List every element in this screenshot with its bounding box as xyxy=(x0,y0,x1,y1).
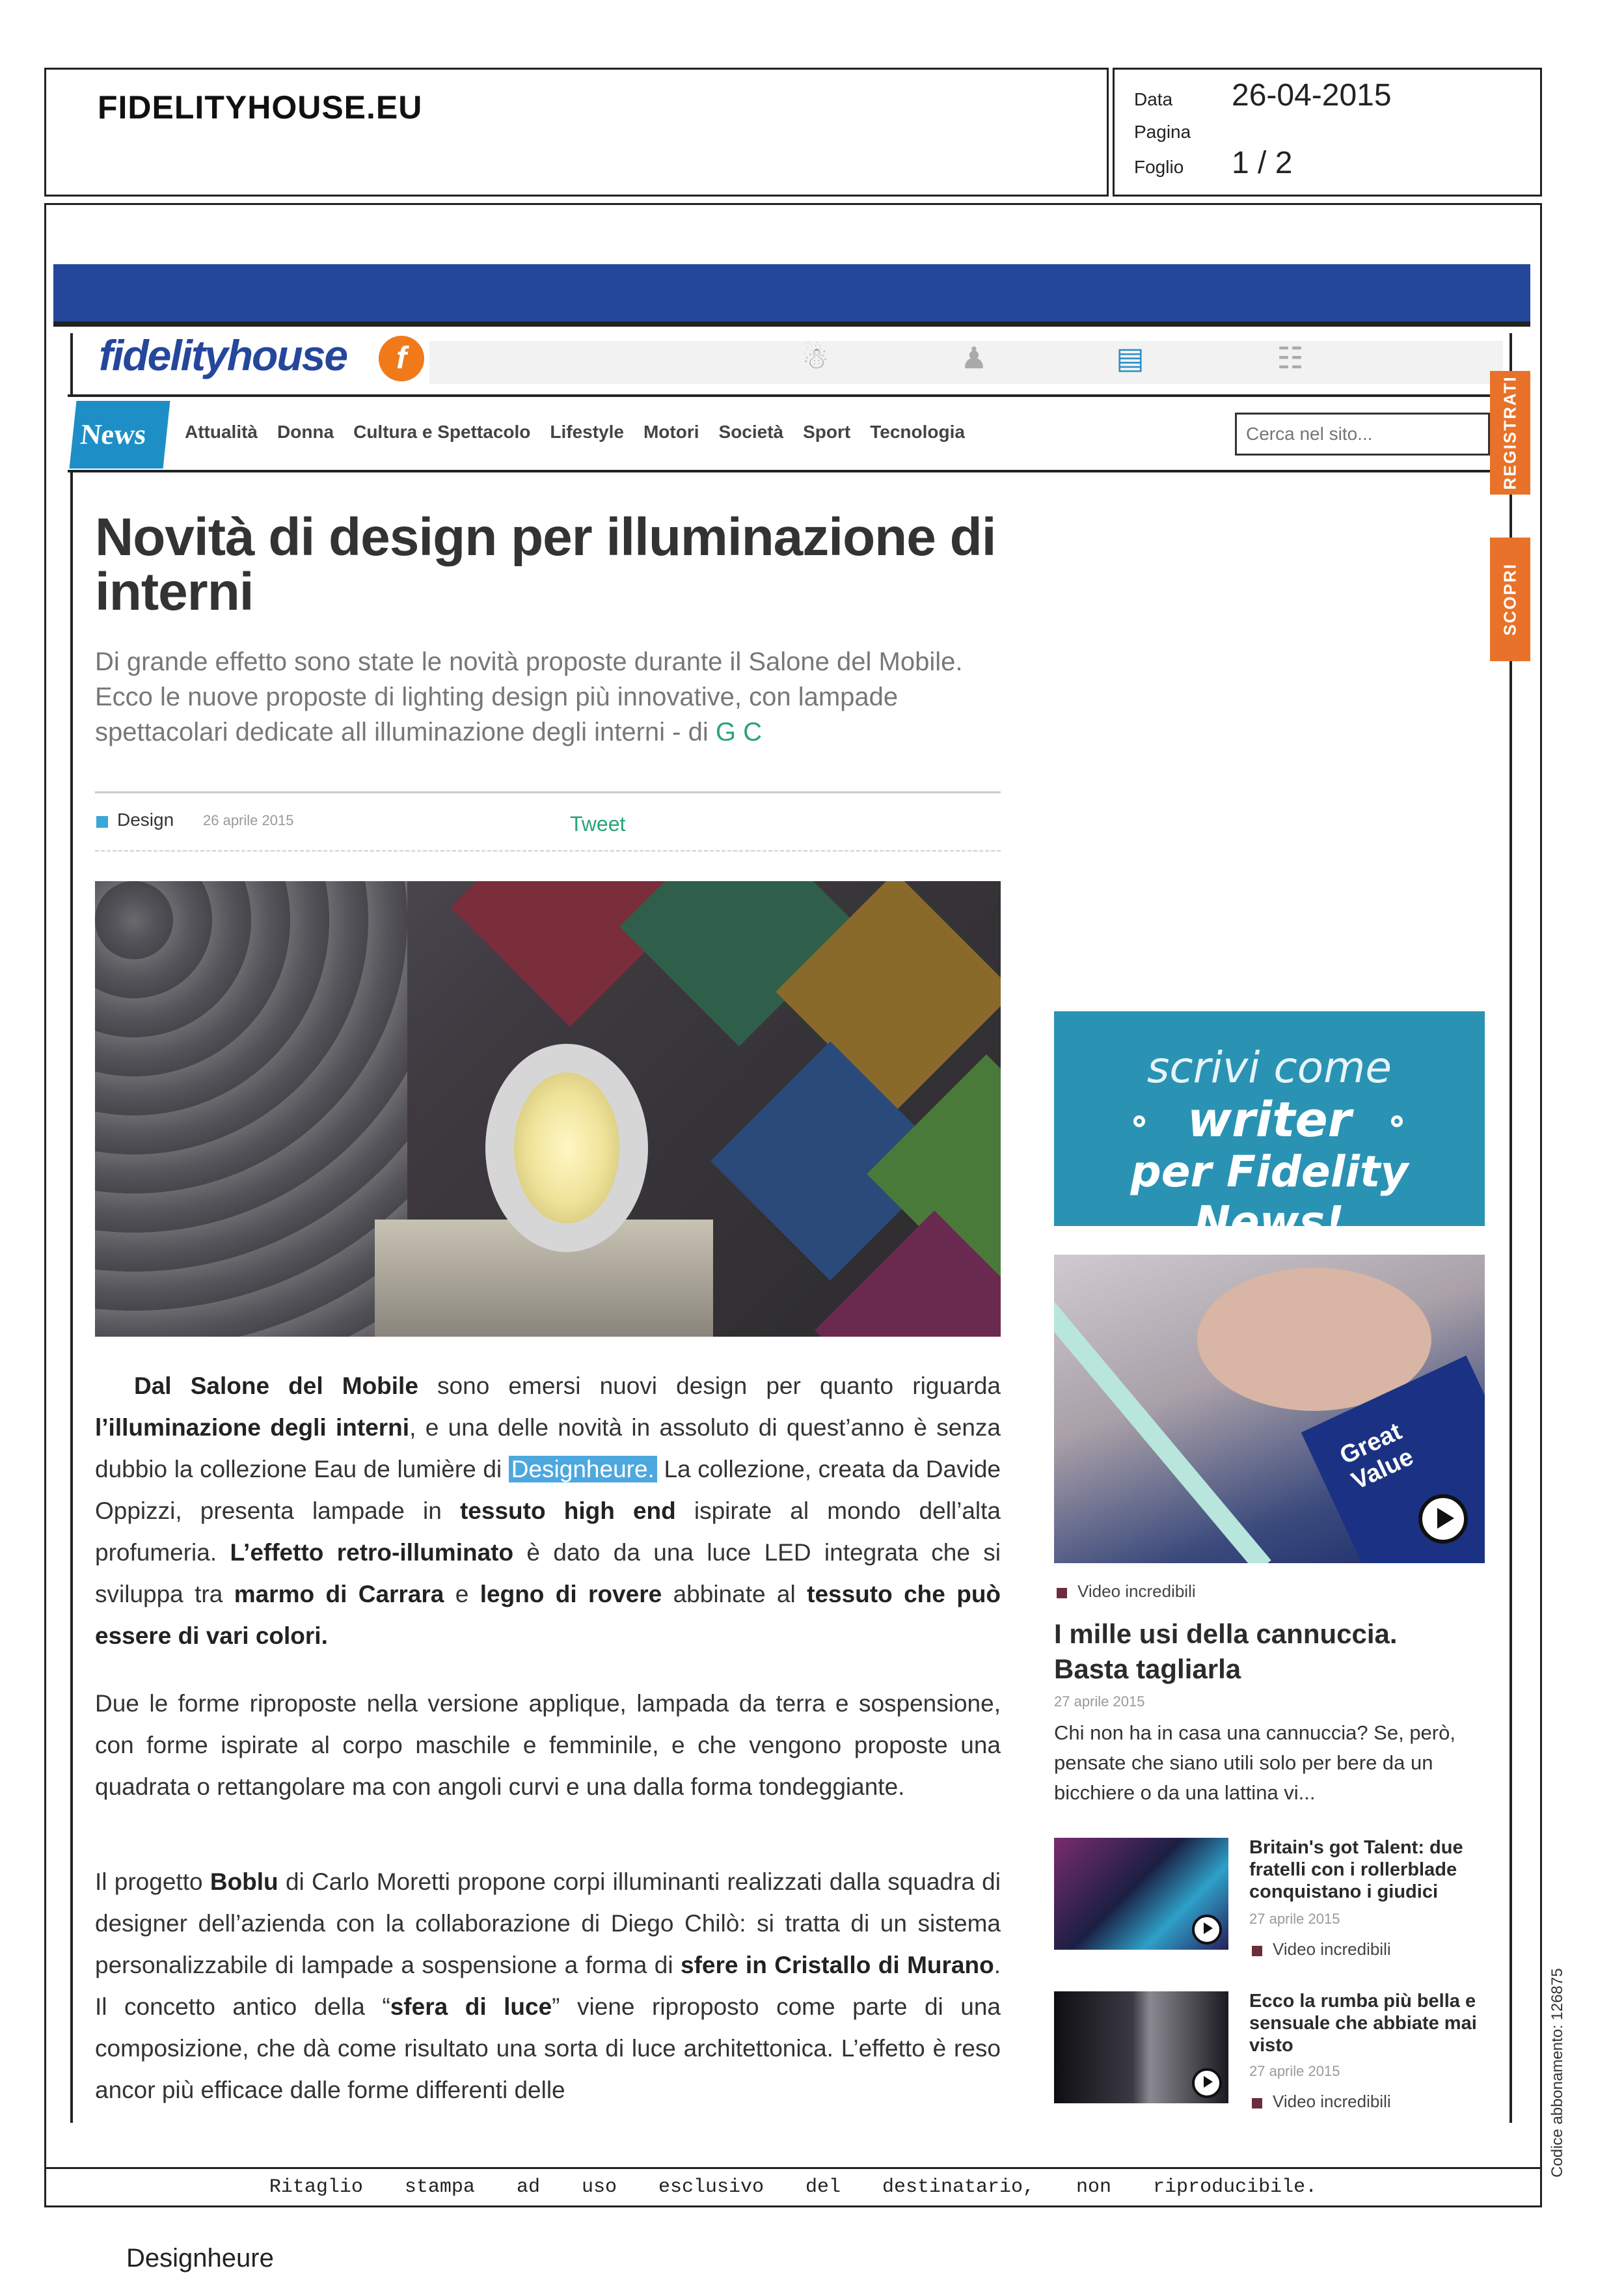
nav-item-donna[interactable]: Donna xyxy=(277,422,334,442)
register-tab-label: REGISTRATI xyxy=(1500,375,1520,490)
p1-bold: marmo di Carrara xyxy=(234,1581,444,1607)
search-input[interactable] xyxy=(1235,413,1490,456)
register-tab[interactable] xyxy=(1490,371,1530,495)
main-video-title[interactable]: I mille usi della cannuccia. Basta tagliarla xyxy=(1054,1618,1398,1684)
discover-tab[interactable] xyxy=(1490,538,1530,661)
footer-notice: Ritaglio stampa ad uso esclusivo del destinatario, non riproducibile. xyxy=(269,2176,1318,2198)
meta-divider-bottom xyxy=(95,850,1001,852)
video-category[interactable]: Video incredibili xyxy=(1273,2092,1391,2111)
pagina-label: Pagina xyxy=(1134,122,1191,142)
p1-text: abbinate al xyxy=(662,1581,807,1607)
armchair-shape xyxy=(95,881,407,1337)
author-link[interactable]: G C xyxy=(715,718,762,746)
p1-bold: L’effetto retro-illuminato xyxy=(230,1539,514,1566)
nav-item-attualita[interactable]: Attualità xyxy=(185,422,258,442)
video-thumbnail[interactable] xyxy=(1054,1838,1228,1950)
article-hero-image xyxy=(95,881,1001,1337)
p3-bold: Boblu xyxy=(210,1868,278,1895)
p3-bold: sfere in Cristallo di Murano xyxy=(681,1952,994,1978)
p3-text: ” viene riproposto come parte di una composizione, che dà come risultato una sorta di luce architettonica. L’effetto è reso ancor più efficace dalle forme differenti delle xyxy=(95,1993,1001,2103)
article-lead xyxy=(95,644,999,750)
article-lead-text: Di grande effetto sono state le novità proposte durante il Salone del Mobile. Ecco le nuove proposte di lighting design più innovative, con lampade spettacolari dedicate all illuminazione degli interni - di xyxy=(95,648,963,746)
designheure-link[interactable]: Designheure. xyxy=(509,1456,657,1482)
clipping-source: FIDELITYHOUSE.EU xyxy=(98,89,423,126)
p1-bold: legno di rovere xyxy=(480,1581,662,1607)
nav-item-cultura[interactable]: Cultura e Spettacolo xyxy=(353,422,531,442)
video-date: 27 aprile 2015 xyxy=(1249,2063,1340,2079)
site-logo[interactable]: fidelityhouse xyxy=(99,331,347,379)
p1-text: è dato da una luce LED integrata che si sviluppa tra xyxy=(95,1539,1001,1607)
page-border-left xyxy=(70,333,73,2123)
foglio-label: Foglio xyxy=(1134,157,1184,177)
video-thumbnail[interactable] xyxy=(1054,1991,1228,2103)
play-icon[interactable] xyxy=(1418,1494,1468,1544)
p1-bold: tessuto high end xyxy=(459,1497,676,1524)
nav-item-motori[interactable]: Motori xyxy=(643,422,699,442)
p1-bold: tessuto che può essere di vari colori. xyxy=(95,1581,1001,1649)
p3-text: Il progetto xyxy=(95,1868,210,1895)
browser-top-bar xyxy=(53,264,1530,327)
video-title[interactable]: Britain's got Talent: due fratelli con i rollerblade conquistano i giudici xyxy=(1249,1837,1463,1902)
video-date: 27 aprile 2015 xyxy=(1249,1911,1340,1927)
article-title: Novità di design per illuminazione di interni xyxy=(95,508,996,621)
nav-item-lifestyle[interactable]: Lifestyle xyxy=(550,422,624,442)
promo-dot xyxy=(1391,1115,1403,1127)
nav-list xyxy=(185,422,965,443)
news-badge[interactable]: News xyxy=(70,401,170,469)
p1-text: ispirate al mondo dell’alta profumeria. xyxy=(95,1497,1001,1566)
data-value: 26-04-2015 xyxy=(1232,78,1392,113)
main-video-desc: Chi non ha in casa una cannuccia? Se, però, pensate che siano utili solo per bere da un bicchiere o da una lattina vi... xyxy=(1054,1721,1455,1804)
nav-item-tecnologia[interactable]: Tecnologia xyxy=(870,422,965,442)
p1-bold: l’illuminazione degli interni xyxy=(95,1414,410,1441)
data-label: Data xyxy=(1134,89,1173,109)
video-category[interactable]: Video incredibili xyxy=(1273,1939,1391,1959)
category-link[interactable]: Design xyxy=(117,810,174,830)
promo-line-1: scrivi come xyxy=(1146,1043,1392,1093)
video-category-marker xyxy=(1252,2098,1262,2108)
play-icon[interactable] xyxy=(1192,1915,1222,1945)
p1-text: La collezione, creata da Davide Oppizzi, presenta lampade in xyxy=(95,1456,1001,1524)
people-icon[interactable]: ☃ xyxy=(802,341,829,375)
main-video-category[interactable]: Video incredibili xyxy=(1077,1581,1196,1601)
discover-tab-label: SCOPRI xyxy=(1500,563,1520,636)
video-category-marker xyxy=(1057,1588,1067,1598)
article-date: 26 aprile 2015 xyxy=(203,812,294,828)
subscription-code: Codice abbonamento: 126875 xyxy=(1549,1968,1566,2177)
video-title[interactable]: Ecco la rumba più bella e sensuale che abbiate mai visto xyxy=(1249,1991,1477,2056)
p1-bold: Dal Salone del Mobile xyxy=(134,1372,418,1399)
category-marker xyxy=(96,816,108,828)
p3-bold: sfera di luce xyxy=(390,1993,552,2020)
p3-text: di Carlo Moretti propone corpi illuminanti realizzati dalla squadra di designer dell’azienda con la collaborazione di Diego Chilò: si tratta di un sistema personalizzabile di lampade a sospensione a forma di xyxy=(95,1868,1001,1978)
lamp-ring xyxy=(485,1044,648,1252)
p1-text: e xyxy=(444,1581,480,1607)
main-video-thumbnail[interactable] xyxy=(1054,1255,1485,1563)
p1-text: , e una delle novità in assoluto di quest’anno è senza dubbio la collezione Eau de lumière di xyxy=(95,1414,1001,1482)
book-icon[interactable]: ▤ xyxy=(1116,341,1144,375)
tweet-button[interactable]: Tweet xyxy=(570,812,626,836)
play-icon[interactable] xyxy=(1192,2068,1222,2098)
clipping-meta-box xyxy=(1113,68,1542,197)
writer-promo-banner[interactable] xyxy=(1054,1011,1485,1247)
nav-item-societa[interactable]: Società xyxy=(718,422,784,442)
article-paragraph-1 xyxy=(95,1365,1001,1657)
footer-divider xyxy=(44,2167,1542,2169)
clipping-source-box xyxy=(44,68,1109,197)
main-video-date: 27 aprile 2015 xyxy=(1054,1693,1145,1710)
article-paragraph-2: Due le forme riproposte nella versione applique, lampada da terra e sospensione, con forme ispirate al corpo maschile e femminile, e che vengono proposte una quadrata o rettangolare ma con angoli curvi e una dalla forma tondeggiante. xyxy=(95,1690,1001,1800)
p1-text: sono emersi nuovi design per quanto riguarda xyxy=(418,1372,1001,1399)
foglio-value: 1 / 2 xyxy=(1232,146,1293,180)
meta-divider-top xyxy=(95,791,1001,793)
package-shape: Great Value xyxy=(1301,1356,1485,1563)
nav-item-sport[interactable]: Sport xyxy=(803,422,851,442)
article-paragraph-3 xyxy=(95,1861,1001,2111)
person-icon[interactable]: ♟ xyxy=(960,341,988,375)
promo-line-3: per Fidelity News! xyxy=(1130,1147,1409,1247)
p3-text: . Il concetto antico della “ xyxy=(95,1952,1001,2020)
promo-line-2: writer xyxy=(1187,1092,1352,1148)
clipping-caption: Designheure xyxy=(126,2244,274,2272)
video-category-marker xyxy=(1252,1946,1262,1956)
group-icon[interactable]: ☷ xyxy=(1277,341,1304,375)
site-logo-badge: f xyxy=(379,336,424,381)
